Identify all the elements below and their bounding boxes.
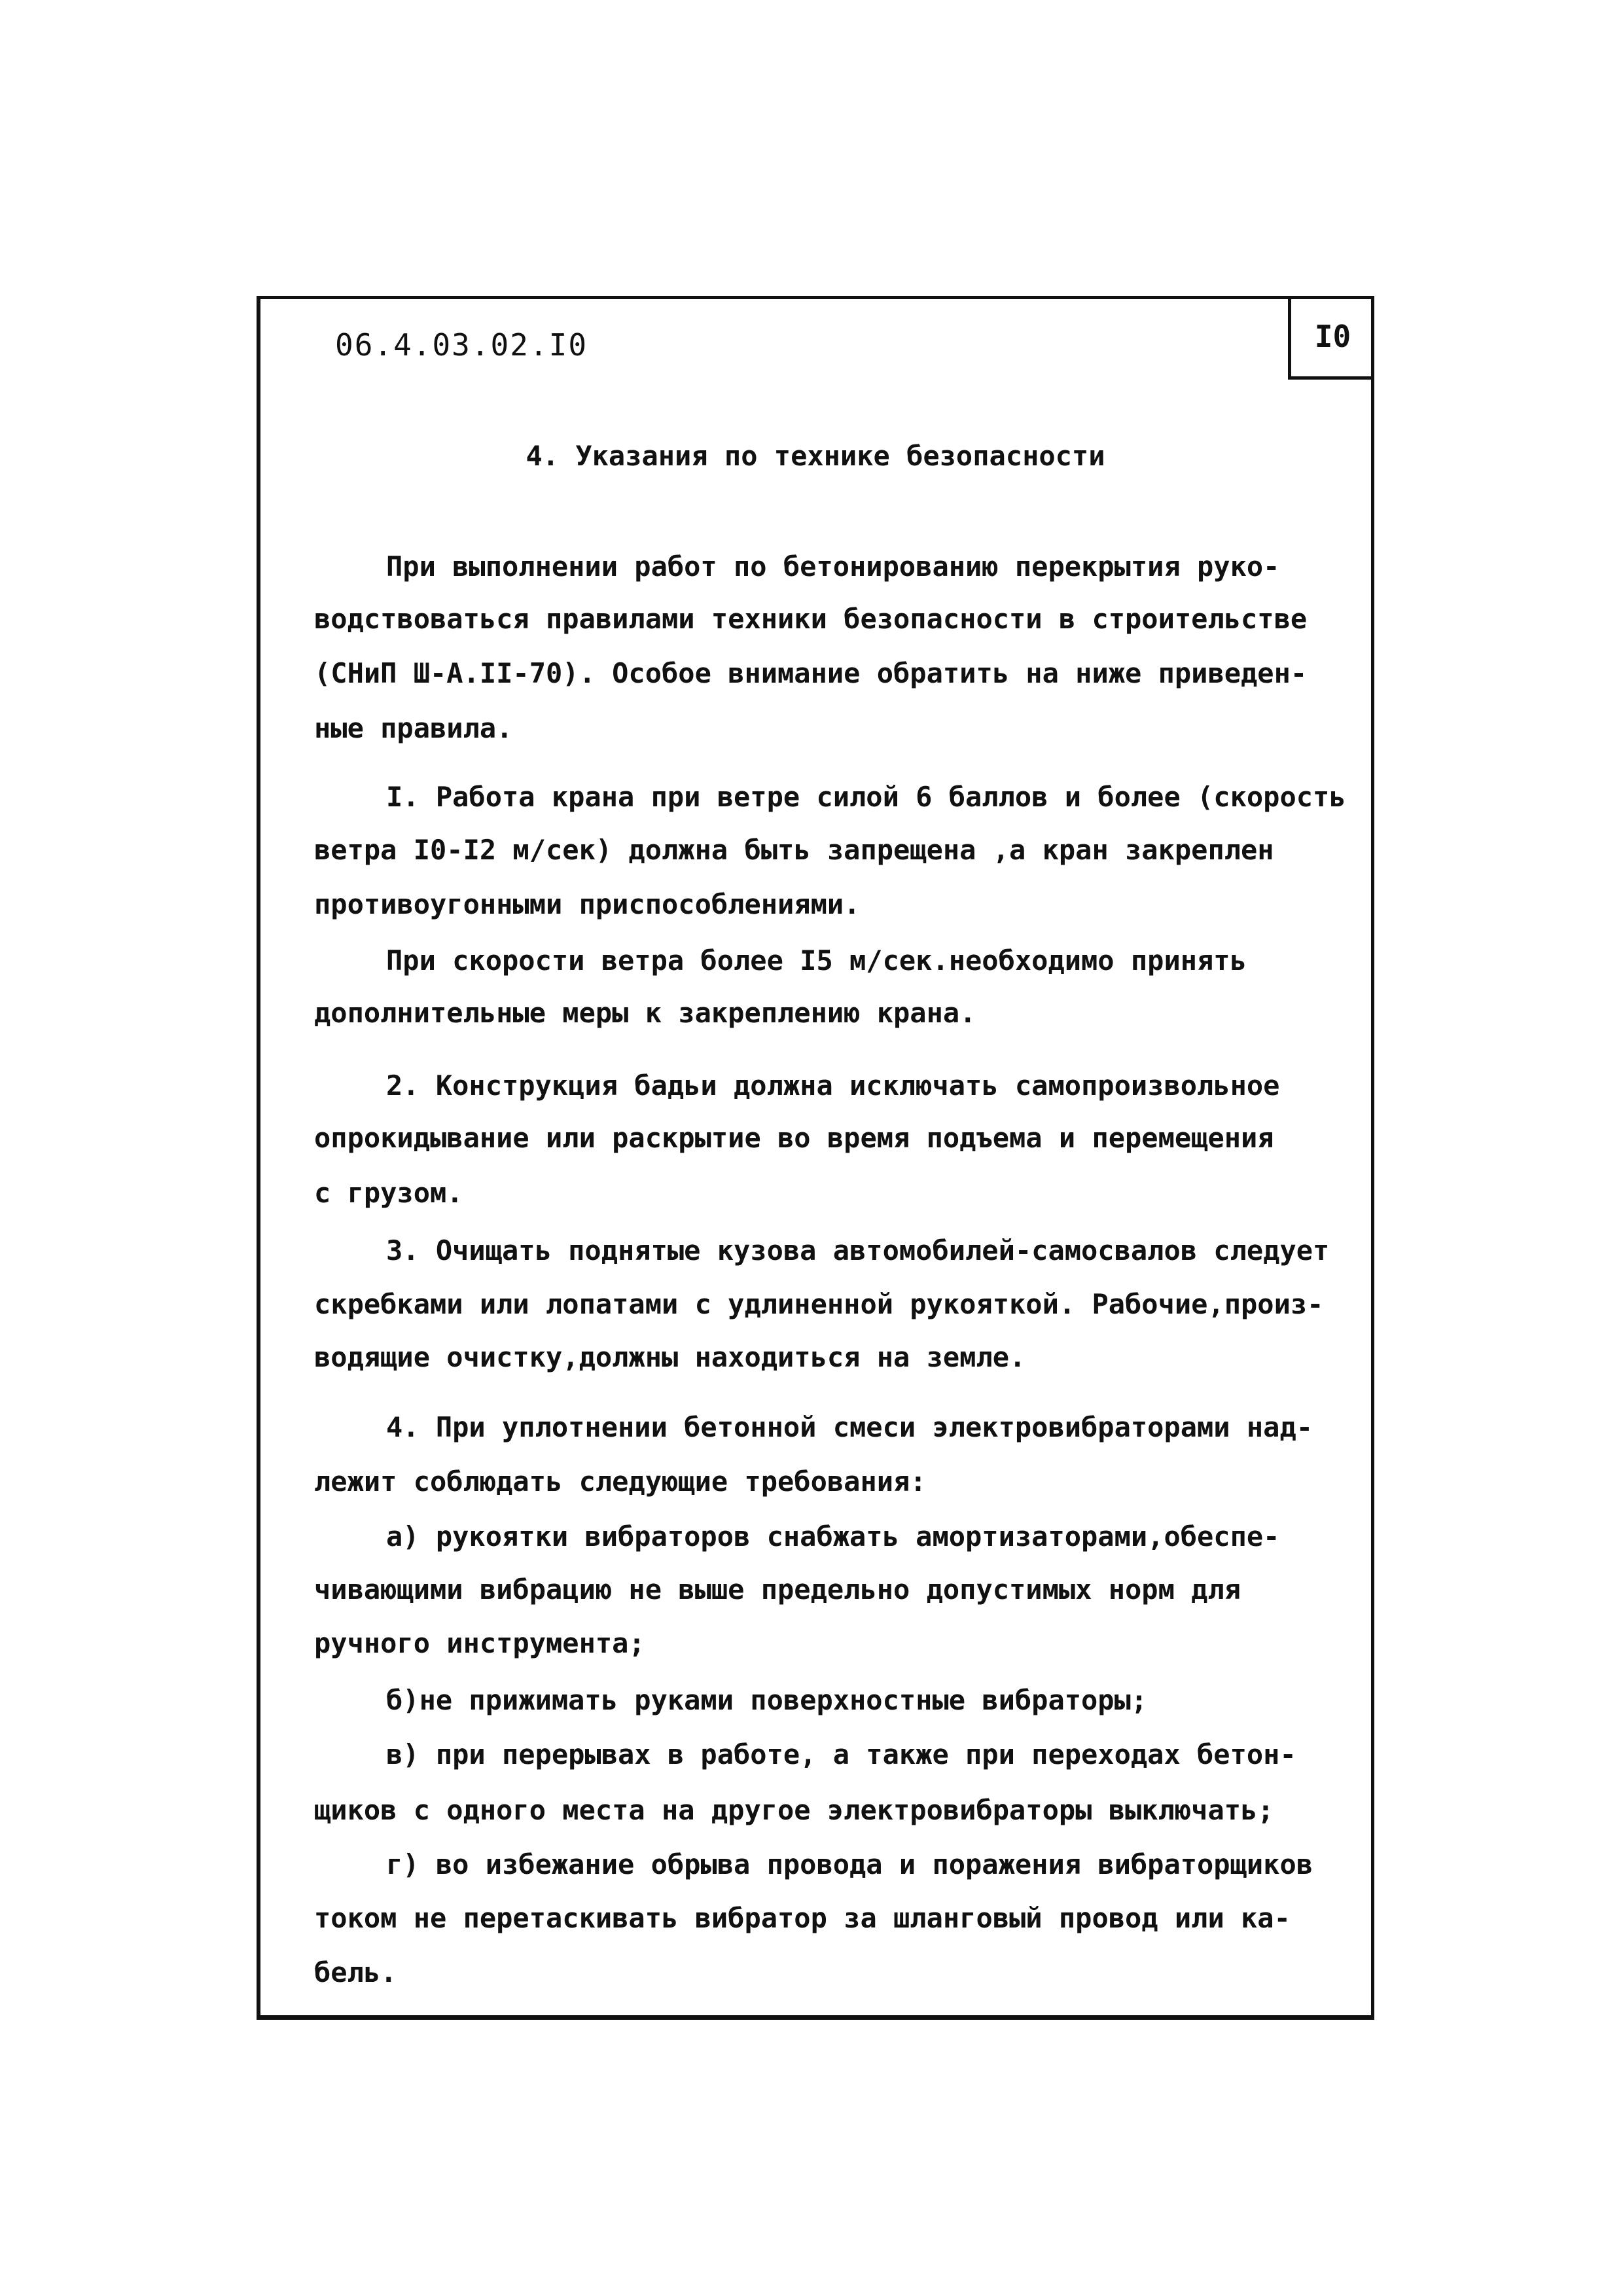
text-line: а) рукоятки вибраторов снабжать амортизаторами,обеспе- xyxy=(386,1520,1280,1552)
page-number-box xyxy=(1288,296,1374,380)
section-title: 4. Указания по технике безопасности xyxy=(526,440,1105,472)
text-line: лежит соблюдать следующие требования: xyxy=(314,1465,927,1498)
document-code: 06.4.03.02.I0 xyxy=(335,327,588,363)
text-line: током не перетаскивать вибратор за шланговый провод или ка- xyxy=(314,1902,1291,1934)
text-line: 4. При уплотнении бетонной смеси электровибраторами над- xyxy=(386,1411,1313,1443)
text-line: При выполнении работ по бетонированию перекрытия руко- xyxy=(386,550,1280,583)
text-line: 3. Очищать поднятые кузова автомобилей-самосвалов следует xyxy=(386,1234,1330,1266)
text-line: (СНиП Ш-А.II-70). Особое внимание обратить на ниже приведен- xyxy=(314,657,1308,689)
text-line: с грузом. xyxy=(314,1177,463,1209)
text-line: водствоваться правилами техники безопасности в строительстве xyxy=(314,603,1308,635)
text-line: ветра I0-I2 м/сек) должна быть запрещена ,а кран закреплен xyxy=(314,834,1274,866)
text-line: бель. xyxy=(314,1956,397,1988)
text-line: скребками или лопатами с удлиненной рукояткой. Рабочие,произ- xyxy=(314,1288,1324,1320)
page-number: I0 xyxy=(1314,318,1351,354)
text-line: I. Работа крана при ветре силой 6 баллов и более (скорость xyxy=(386,781,1346,813)
text-line: щиков с одного места на другое электровибраторы выключать; xyxy=(314,1794,1274,1826)
text-line: При скорости ветра более I5 м/сек.необходимо принять xyxy=(386,944,1247,977)
text-line: ные правила. xyxy=(314,712,513,744)
text-line: ручного инструмента; xyxy=(314,1627,645,1659)
text-line: чивающими вибрацию не выше предельно допустимых норм для xyxy=(314,1573,1241,1605)
text-line: опрокидывание или раскрытие во время подъема и перемещения xyxy=(314,1122,1274,1154)
text-line: в) при перерывах в работе, а также при переходах бетон- xyxy=(386,1738,1296,1770)
text-line: водящие очистку,должны находиться на земле. xyxy=(314,1341,1026,1373)
text-line: б)не прижимать руками поверхностные вибраторы; xyxy=(386,1684,1148,1716)
text-line: дополнительные меры к закреплению крана. xyxy=(314,997,976,1029)
text-line: 2. Конструкция бадьи должна исключать самопроизвольное xyxy=(386,1069,1280,1102)
text-line: г) во избежание обрыва провода и поражения вибраторщиков xyxy=(386,1848,1313,1880)
text-line: противоугонными приспособлениями. xyxy=(314,888,861,920)
